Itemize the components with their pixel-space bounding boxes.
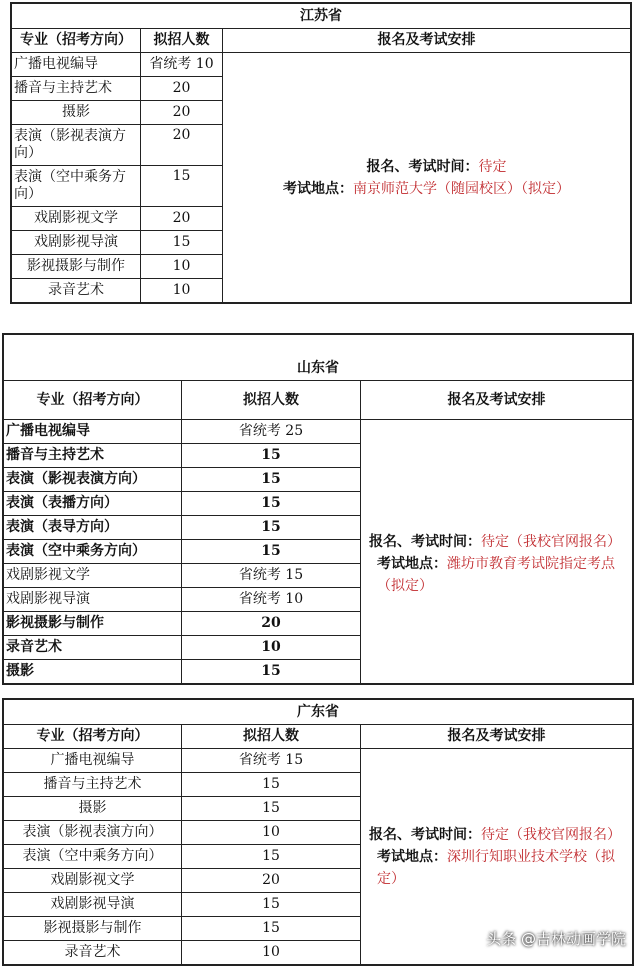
major-cell: 录音艺术	[4, 941, 182, 965]
quota-cell: 15	[182, 516, 361, 540]
header-arrangement: 报名及考试安排	[361, 381, 633, 420]
major-cell: 戏剧影视导演	[4, 893, 182, 917]
quota-cell: 10	[182, 636, 361, 660]
major-cell: 摄影	[4, 797, 182, 821]
header-quota: 拟招人数	[182, 381, 361, 420]
major-cell: 表演（影视表演方向）	[12, 125, 141, 166]
major-cell: 戏剧影视导演	[4, 588, 182, 612]
quota-cell: 15	[182, 797, 361, 821]
header-major: 专业（招考方向）	[4, 725, 182, 749]
quota-cell: 10	[141, 279, 223, 303]
place-value: 南京师范大学（随园校区）（拟定）	[353, 180, 570, 197]
quota-cell: 20	[141, 207, 223, 231]
time-value: 待定（我校官网报名）	[481, 826, 621, 843]
major-cell: 表演（表导方向）	[4, 516, 182, 540]
major-cell: 播音与主持艺术	[4, 773, 182, 797]
major-cell: 戏剧影视文学	[12, 207, 141, 231]
header-quota: 拟招人数	[141, 29, 223, 53]
major-cell: 表演（影视表演方向）	[4, 468, 182, 492]
quota-cell: 省统考 10	[182, 588, 361, 612]
major-cell: 广播电视编导	[4, 749, 182, 773]
time-label: 报名、考试时间：	[369, 826, 481, 843]
major-cell: 影视摄影与制作	[12, 255, 141, 279]
quota-cell: 省统考 15	[182, 564, 361, 588]
major-cell: 影视摄影与制作	[4, 612, 182, 636]
header-arrangement: 报名及考试安排	[223, 29, 631, 53]
time-label: 报名、考试时间：	[369, 533, 481, 550]
quota-cell: 15	[182, 540, 361, 564]
place-label: 考试地点：	[377, 555, 447, 572]
place-value: 潍坊市教育考试院指定考点（拟定）	[377, 555, 615, 594]
quota-cell: 15	[141, 231, 223, 255]
quota-cell: 15	[141, 166, 223, 207]
source-watermark: 头条 @吉林动画学院	[486, 930, 626, 948]
major-cell: 广播电视编导	[12, 53, 141, 77]
header-major: 专业（招考方向）	[4, 381, 182, 420]
arrangement-cell	[223, 53, 631, 303]
shandong-table	[2, 333, 634, 685]
major-cell: 摄影	[4, 660, 182, 684]
jiangsu-table	[10, 2, 632, 304]
quota-cell: 15	[182, 660, 361, 684]
quota-cell: 10	[182, 821, 361, 845]
guangdong-table	[2, 698, 634, 966]
place-value: 深圳行知职业技术学校（拟定）	[377, 848, 615, 887]
header-quota: 拟招人数	[182, 725, 361, 749]
quota-cell: 15	[182, 893, 361, 917]
major-cell: 摄影	[12, 101, 141, 125]
quota-cell: 20	[182, 869, 361, 893]
major-cell: 表演（表播方向）	[4, 492, 182, 516]
quota-cell: 20	[182, 612, 361, 636]
major-cell: 影视摄影与制作	[4, 917, 182, 941]
major-cell: 表演（空中乘务方向）	[4, 845, 182, 869]
province-title: 山东省	[4, 335, 633, 381]
major-cell: 表演（影视表演方向）	[4, 821, 182, 845]
major-cell: 戏剧影视导演	[12, 231, 141, 255]
quota-cell: 15	[182, 444, 361, 468]
quota-cell: 10	[182, 941, 361, 965]
time-value: 待定（我校官网报名）	[481, 533, 621, 550]
place-label: 考试地点：	[283, 180, 353, 197]
major-cell: 播音与主持艺术	[12, 77, 141, 101]
quota-cell: 20	[141, 77, 223, 101]
quota-cell: 省统考 15	[182, 749, 361, 773]
major-cell: 戏剧影视文学	[4, 869, 182, 893]
major-cell: 录音艺术	[12, 279, 141, 303]
major-cell: 播音与主持艺术	[4, 444, 182, 468]
major-cell: 广播电视编导	[4, 420, 182, 444]
arrangement-cell	[361, 420, 633, 684]
quota-cell: 10	[141, 255, 223, 279]
province-title: 江苏省	[12, 4, 631, 29]
major-cell: 表演（空中乘务方向）	[4, 540, 182, 564]
quota-cell: 15	[182, 917, 361, 941]
quota-cell: 15	[182, 468, 361, 492]
quota-cell: 省统考 10	[141, 53, 223, 77]
quota-cell: 20	[141, 101, 223, 125]
quota-cell: 省统考 25	[182, 420, 361, 444]
place-label: 考试地点：	[377, 848, 447, 865]
major-cell: 录音艺术	[4, 636, 182, 660]
quota-cell: 20	[141, 125, 223, 166]
header-arrangement: 报名及考试安排	[361, 725, 633, 749]
province-title: 广东省	[4, 700, 633, 725]
quota-cell: 15	[182, 845, 361, 869]
major-cell: 表演（空中乘务方向）	[12, 166, 141, 207]
time-value: 待定	[478, 158, 507, 175]
quota-cell: 15	[182, 492, 361, 516]
quota-cell: 15	[182, 773, 361, 797]
time-label: 报名、考试时间：	[366, 158, 479, 175]
header-major: 专业（招考方向）	[12, 29, 141, 53]
major-cell: 戏剧影视文学	[4, 564, 182, 588]
